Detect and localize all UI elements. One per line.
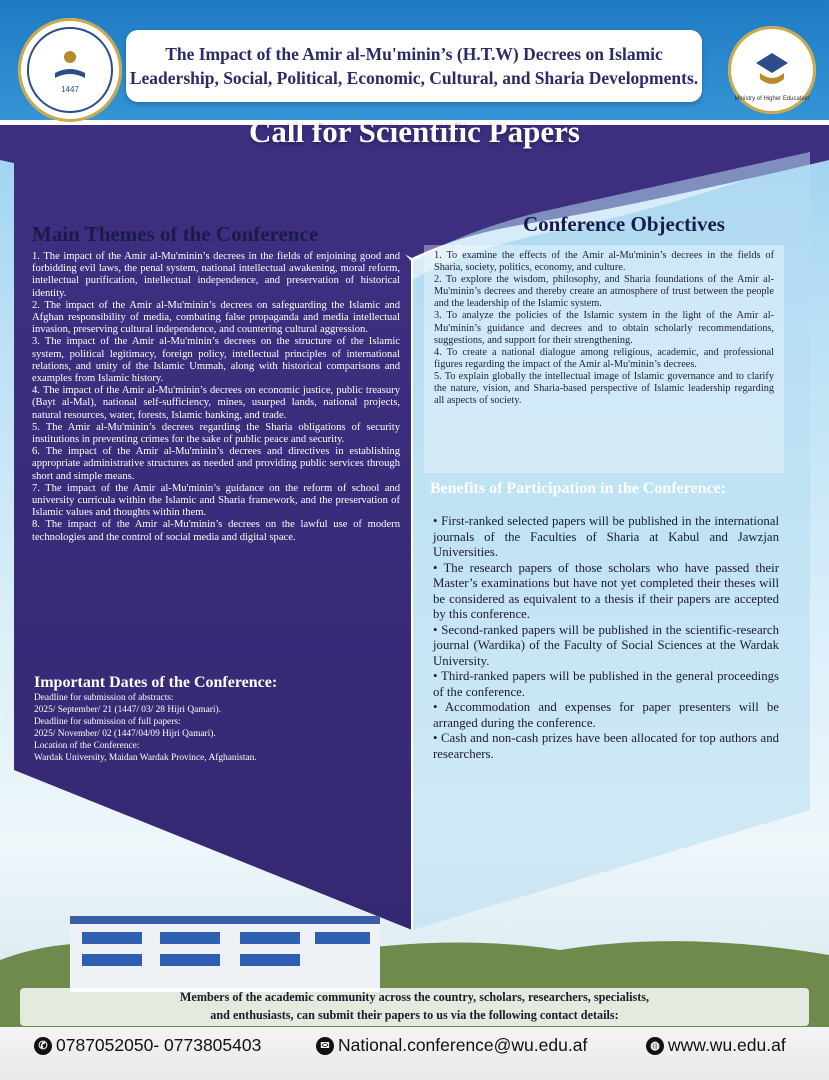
benefit-item: • Third-ranked papers will be published in the general proceedings of the conference. xyxy=(433,669,779,699)
theme-item: 4. The impact of the Amir al-Mu'minin’s decrees on economic justice, public treasury (Bayt al-Mal), national self-sufficiency, mines, usurped lands, national projects, natural resources, water, forests, Islamic banking, and trade. xyxy=(32,385,400,421)
phone-numbers: 0787052050- 0773805403 xyxy=(56,1035,262,1055)
email-icon: ✉ xyxy=(316,1037,334,1055)
objective-item: 4. To create a national dialogue among religious, academic, and professional figures regarding the impact of the Amir al-Mu'minin’s decrees. xyxy=(434,346,774,370)
submission-note xyxy=(20,988,809,1024)
theme-item: 3. The impact of the Amir al-Mu'minin’s decrees on the structure of the Islamic system, political legitimacy, foreign policy, intellectual principles of international relations, and unity of the Islamic Ummah, along with historical comparisons and examples from Islamic history. xyxy=(32,336,400,385)
ministry-logo xyxy=(728,26,816,114)
logo-year: 1447 xyxy=(61,85,79,95)
book-emblem-icon xyxy=(51,45,89,83)
theme-item: 2. The impact of the Amir al-Mu'minin’s decrees on safeguarding the Islamic and Afghan responsibility of media, combating false propaganda and media intellectual invasion, preserving cultural independence, and countering cultural aggression. xyxy=(32,299,400,336)
date-line: Wardak University, Maidan Wardak Province, Afghanistan. xyxy=(34,753,257,763)
theme-item: 7. The impact of the Amir al-Mu'minin’s guidance on the reform of school and university curricula within the Islamic and Sharia framework, and the preservation of Islamic values and thoughts within them. xyxy=(32,482,400,519)
benefit-item: • First-ranked selected papers will be published in the international journals of the Faculties of Sharia at Kabul and Jawzjan Universities. xyxy=(433,514,779,559)
email-contact[interactable] xyxy=(316,1035,587,1056)
themes-heading: Main Themes of the Conference xyxy=(32,222,319,246)
benefits-list xyxy=(433,514,779,762)
title-line-2: Leadership, Social, Political, Economic, Cultural, and Sharia Developments. xyxy=(129,68,699,88)
conference-title-box xyxy=(126,30,702,102)
website-url: www.wu.edu.af xyxy=(668,1035,786,1055)
website-contact[interactable] xyxy=(646,1035,786,1056)
theme-item: 5. The Amir al-Mu'minin’s decrees regarding the Sharia obligations of security institutions in preventing crimes for the sake of public peace and security. xyxy=(32,421,400,446)
date-line: Location of the Conference: xyxy=(34,741,140,751)
dates-list xyxy=(34,692,394,764)
benefit-item: • Accommodation and expenses for paper presenters will be arranged during the conference. xyxy=(433,700,779,730)
whatsapp-phone-icon: ✆ xyxy=(34,1037,52,1055)
theme-item: 1. The impact of the Amir al-Mu'minin’s decrees in the fields of enjoining good and forbidding evil laws, the penal system, national intellectual awakening, moral reform, intellectual purification, intellectual independence, and preservation of historical identity. xyxy=(32,251,400,299)
phone-contact[interactable] xyxy=(34,1035,261,1056)
objective-item: 2. To explore the wisdom, philosophy, and Sharia foundations of the Amir al-Mu'minin’s decrees and thereby create an atmosphere of trust between the people and the leadership of the Islamic system. xyxy=(434,274,774,310)
title-line-1: The Impact of the Amir al-Mu'minin’s (H.T.W) Decrees on Islamic xyxy=(165,44,663,64)
benefit-item: • Second-ranked papers will be published in the scientific-research journal (Wardika) of the Faculty of Social Sciences at the Wardak University. xyxy=(433,622,779,668)
dates-heading: Important Dates of the Conference: xyxy=(34,674,278,691)
objectives-heading: Conference Objectives xyxy=(523,212,725,236)
date-line: Deadline for submission of full papers: xyxy=(34,717,181,727)
objective-item: 5. To explain globally the intellectual image of Islamic governance and to clarify the nature, vision, and Sharia-based perspective of Islamic leadership regarding all aspects of society. xyxy=(434,370,774,407)
date-line: 2025/ November/ 02 (1447/04/09 Hijri Qamari). xyxy=(34,729,216,739)
objective-item: 1. To examine the effects of the Amir al-Mu'minin’s decrees in the fields of Sharia, society, politics, economy, and culture. xyxy=(434,250,774,274)
theme-item: 8. The impact of the Amir al-Mu'minin’s decrees on the lawful use of modern technologies and the control of social media and digital space. xyxy=(32,519,400,543)
globe-icon: ◍ xyxy=(646,1037,664,1055)
submission-line-2: and enthusiasts, can submit their papers to us via the following contact details: xyxy=(210,1008,619,1022)
objectives-list xyxy=(434,250,774,407)
submission-line-1: Members of the academic community across the country, scholars, researchers, specialists, xyxy=(179,990,650,1004)
call-for-papers-heading: Call for Scientific Papers xyxy=(249,114,580,149)
date-line: 2025/ September/ 21 (1447/ 03/ 28 Hijri Qamari). xyxy=(34,705,221,715)
ministry-emblem-icon xyxy=(746,47,798,93)
university-logo xyxy=(18,18,122,122)
benefit-item: • Cash and non-cash prizes have been allocated for top authors and researchers. xyxy=(433,731,779,761)
benefits-heading: Benefits of Participation in the Conference: xyxy=(430,480,727,497)
objective-item: 3. To analyze the policies of the Islamic system in the light of the Amir al-Mu'minin’s guidance and decrees and to obtain scholarly recommendations, suggestions, and support for their strengthening. xyxy=(434,310,774,346)
date-line: Deadline for submission of abstracts: xyxy=(34,693,174,703)
benefit-item: • The research papers of those scholars who have passed their Master’s examinations but have not yet completed their theses will be considered as equivalent to a thesis if their papers are accepted by this conference. xyxy=(433,560,779,621)
theme-item: 6. The impact of the Amir al-Mu'minin’s decrees and directives in establishing appropriate administrative structures as needed and providing public services through short and simple means. xyxy=(32,446,400,482)
themes-list xyxy=(32,251,400,544)
ministry-caption: Ministry of Higher Education xyxy=(734,96,810,102)
email-address: National.conference@wu.edu.af xyxy=(338,1035,588,1055)
university-building-illustration xyxy=(60,902,390,992)
